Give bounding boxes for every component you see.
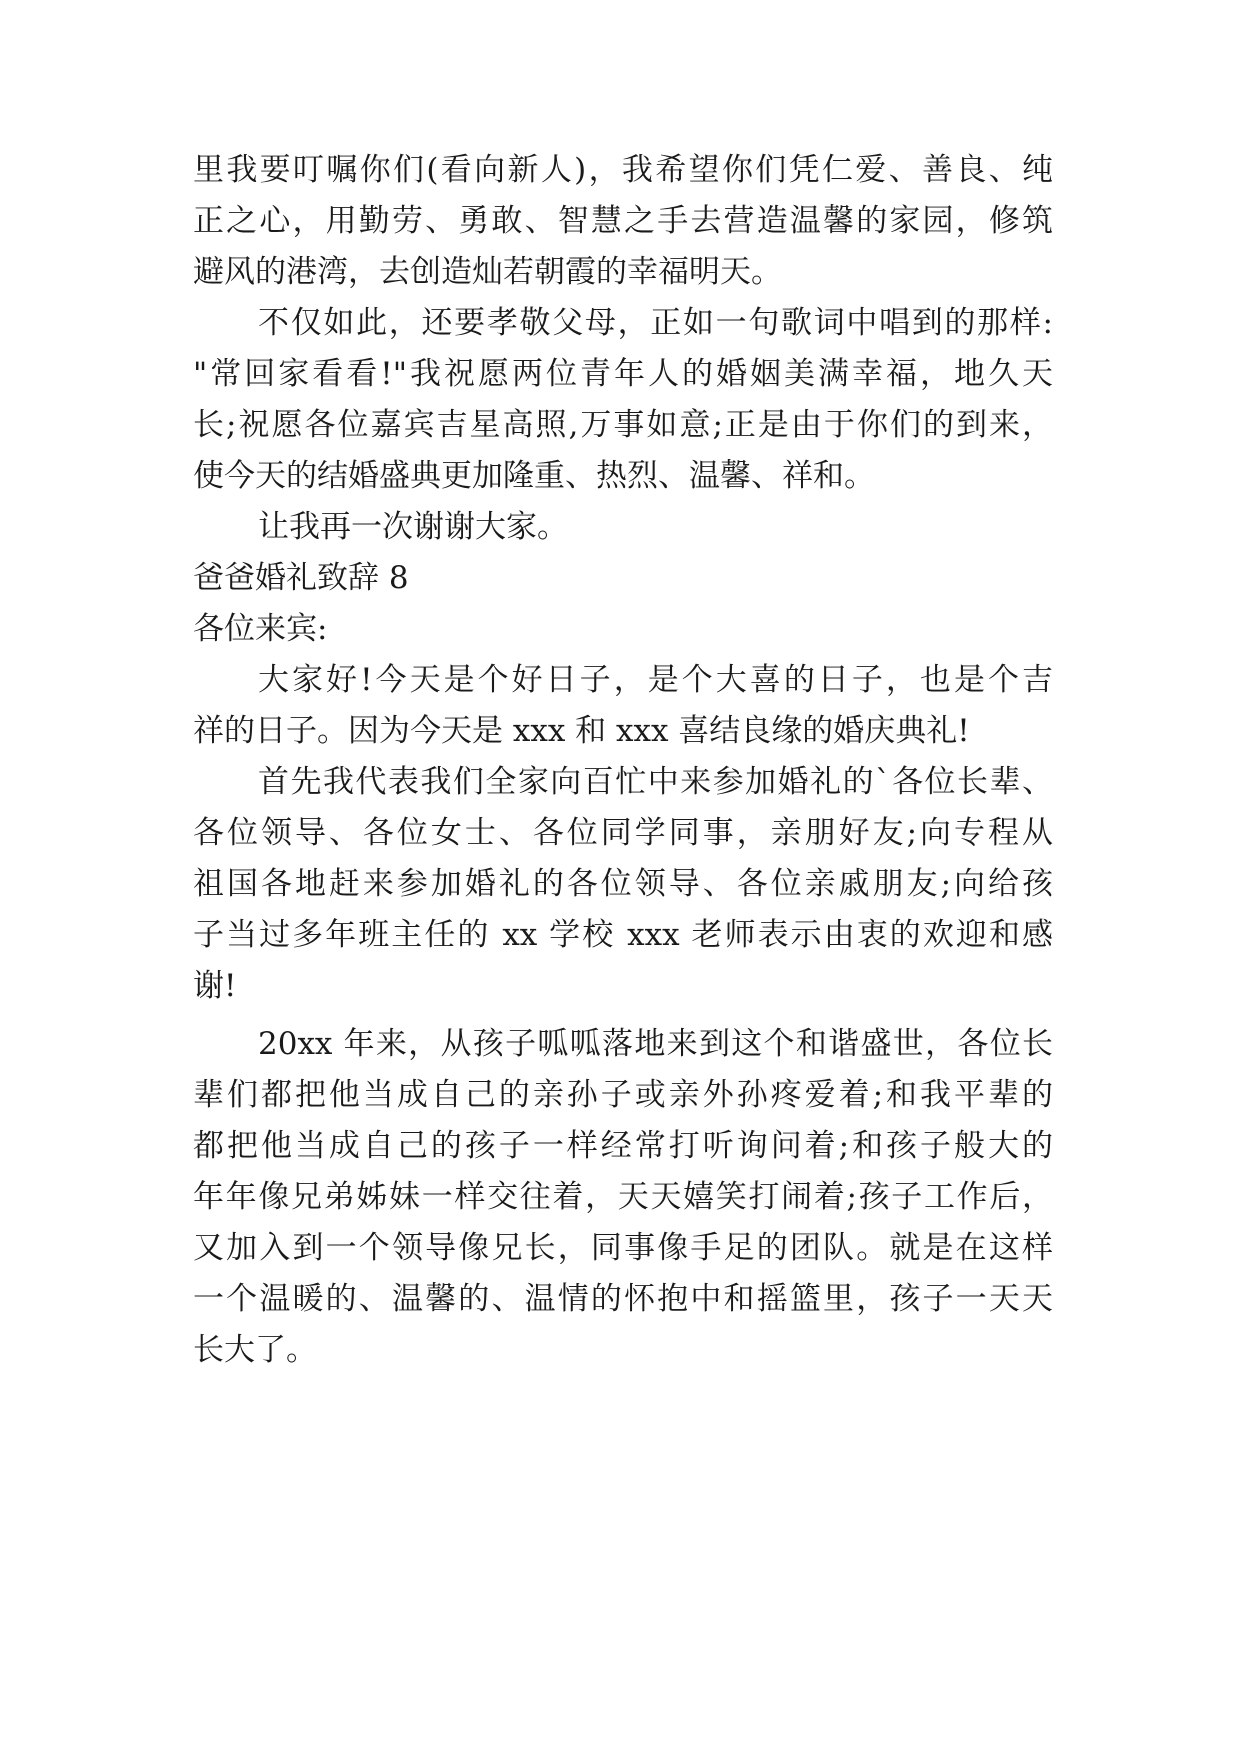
paragraph-line: "常回家看看!"我祝愿两位青年人的婚姻美满幸福，地久天 — [193, 356, 1053, 392]
paragraph-line: 大家好!今天是个好日子，是个大喜的日子，也是个吉 — [258, 662, 1053, 698]
paragraph-line: 又加入到一个领导像兄长，同事像手足的团队。就是在这样 — [193, 1230, 1053, 1266]
paragraph-line: 20xx 年来，从孩子呱呱落地来到这个和谐盛世，各位长 — [258, 1026, 1053, 1062]
paragraph-line: 祥的日子。因为今天是 xxx 和 xxx 喜结良缘的婚庆典礼! — [193, 713, 970, 749]
salutation: 各位来宾: — [193, 611, 328, 647]
paragraph-line: 里我要叮嘱你们(看向新人)，我希望你们凭仁爱、善良、纯 — [193, 152, 1053, 188]
section-heading: 爸爸婚礼致辞 8 — [193, 560, 409, 596]
paragraph-line: 各位领导、各位女士、各位同学同事，亲朋好友;向专程从 — [193, 815, 1053, 851]
paragraph-line: 首先我代表我们全家向百忙中来参加婚礼的`各位长辈、 — [258, 764, 1053, 800]
paragraph-line: 正之心，用勤劳、勇敢、智慧之手去营造温馨的家园，修筑 — [193, 203, 1053, 239]
paragraph-line: 使今天的结婚盛典更加隆重、热烈、温馨、祥和。 — [193, 458, 875, 494]
paragraph-line: 辈们都把他当成自己的亲孙子或亲外孙疼爱着;和我平辈的 — [193, 1077, 1053, 1113]
paragraph-line: 长;祝愿各位嘉宾吉星高照,万事如意;正是由于你们的到来， — [193, 407, 1053, 443]
paragraph-line: 祖国各地赶来参加婚礼的各位领导、各位亲戚朋友;向给孩 — [193, 866, 1053, 902]
paragraph-line: 都把他当成自己的孩子一样经常打听询问着;和孩子般大的 — [193, 1128, 1053, 1164]
paragraph-line: 年年像兄弟姊妹一样交往着，天天嬉笑打闹着;孩子工作后， — [193, 1179, 1053, 1215]
paragraph-line: 谢! — [193, 968, 237, 1004]
paragraph-line: 长大了。 — [193, 1332, 317, 1368]
paragraph-line: 不仅如此，还要孝敬父母，正如一句歌词中唱到的那样: — [258, 305, 1053, 341]
paragraph-line: 避风的港湾，去创造灿若朝霞的幸福明天。 — [193, 254, 782, 290]
paragraph-line: 让我再一次谢谢大家。 — [258, 509, 568, 545]
paragraph-line: 子当过多年班主任的 xx 学校 xxx 老师表示由衷的欢迎和感 — [193, 917, 1053, 953]
paragraph-line: 一个温暖的、温馨的、温情的怀抱中和摇篮里，孩子一天天 — [193, 1281, 1053, 1317]
